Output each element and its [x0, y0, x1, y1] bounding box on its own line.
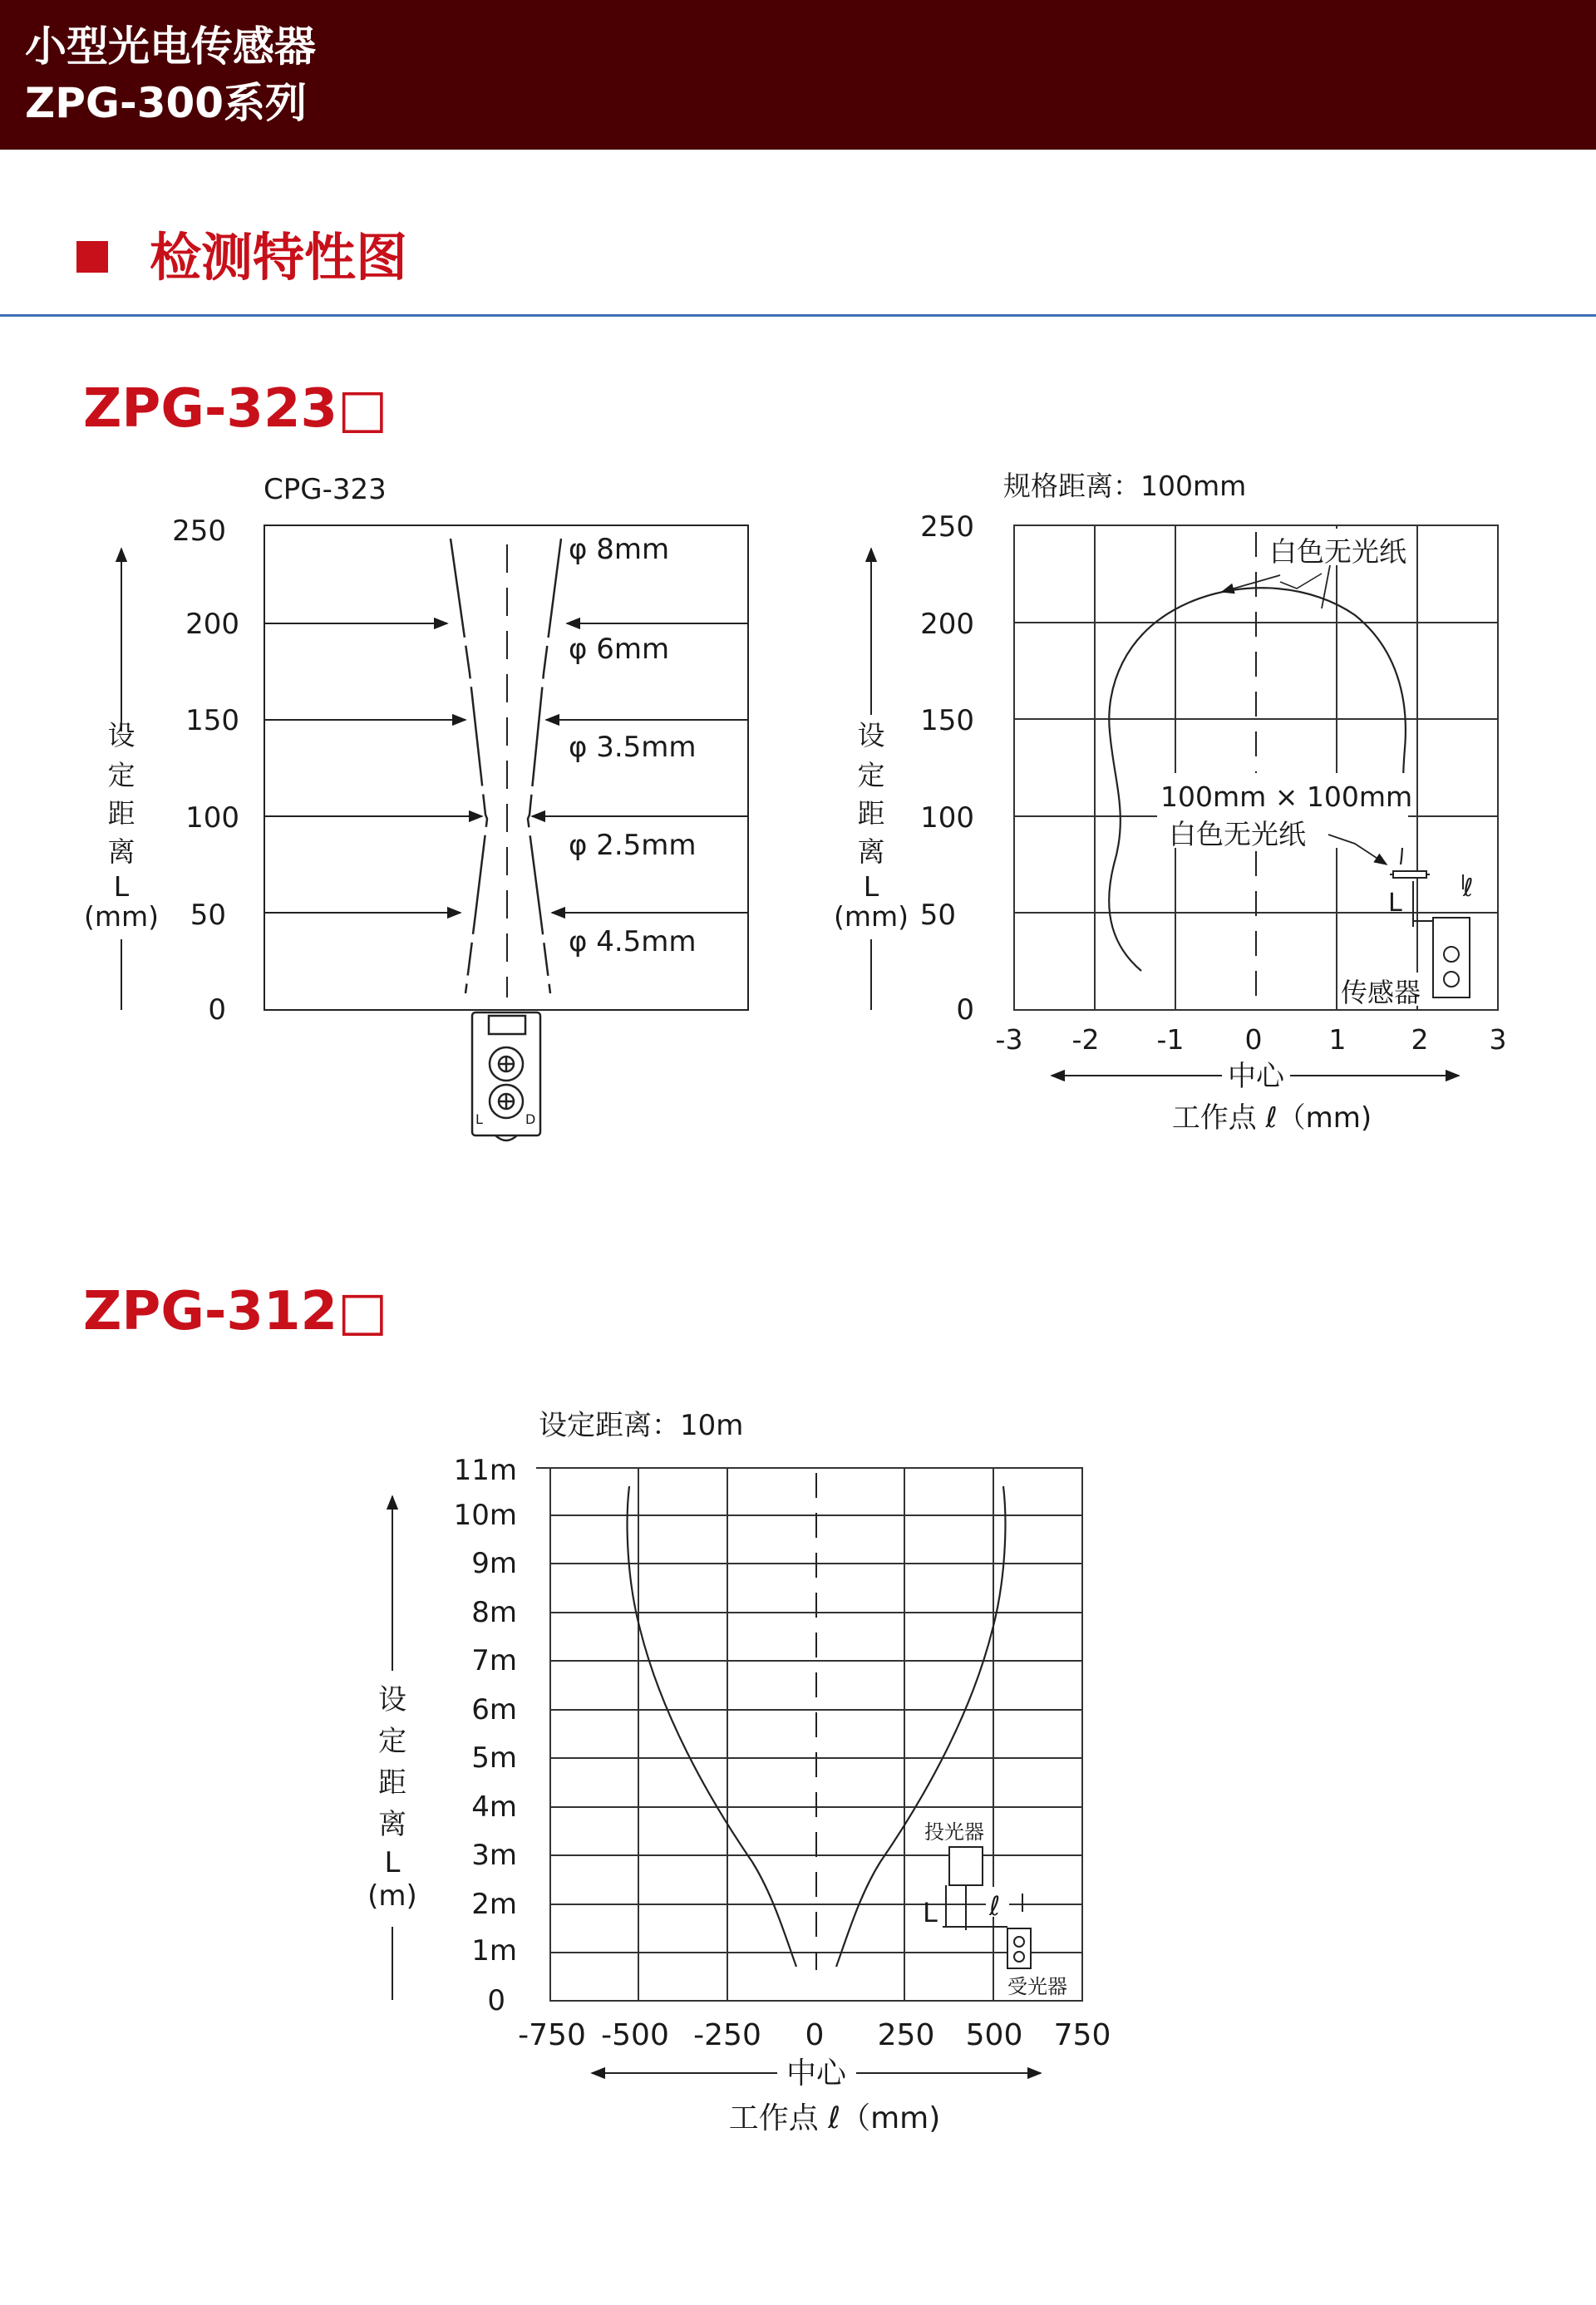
header-series-name: ZPG-300系列 — [25, 79, 308, 127]
chart2-x-tick: 2 — [1411, 1023, 1429, 1056]
chart1-y-tick: 150 — [185, 704, 239, 737]
chart3-y-tick: 5m — [471, 1741, 517, 1775]
chart2-y-tick: 50 — [919, 899, 956, 932]
chart2-label-L: L — [1388, 889, 1402, 918]
chart2-y-tick: 0 — [956, 993, 974, 1027]
chart2-label-paper-size: 100mm × 100mm — [1160, 781, 1413, 813]
chart3-x-tick: 500 — [965, 2018, 1023, 2052]
chart3-y-label-char: 距 — [378, 1766, 406, 1800]
chart2-y-label-char: 距 — [857, 797, 885, 830]
chart3-y-ticks — [454, 1454, 517, 2017]
chart3-detection-curve-right — [836, 1486, 1005, 1967]
chart3-x-tick: 750 — [1053, 2018, 1111, 2052]
chart2-x-tick: 1 — [1328, 1023, 1347, 1056]
chart1-y-label-char: 离 — [107, 835, 135, 868]
chart1-annotation: φ 4.5mm — [569, 925, 697, 958]
chart3-y-tick: 4m — [471, 1790, 517, 1824]
chart1-sensor-mark-l: L — [475, 1111, 483, 1127]
chart3-x-tick: -500 — [601, 2018, 669, 2052]
chart2-y-label-char: 设 — [857, 719, 885, 751]
chart2-label-paper-bottom: 白色无光纸 — [1169, 818, 1306, 850]
chart3-x-tick: 0 — [805, 2018, 825, 2052]
chart3-detection-curve-left — [628, 1486, 796, 1967]
chart3-label-l: ℓ — [989, 1890, 1001, 1922]
chart3-y-tick: 10m — [453, 1499, 517, 1532]
chart1-annotation: φ 2.5mm — [569, 829, 697, 862]
chart1-y-label-char: 定 — [107, 759, 135, 791]
chart3-y-label-char: 设 — [378, 1683, 406, 1716]
chart3-x-tick: -250 — [693, 2018, 761, 2052]
chart3-y-label-char: L — [384, 1846, 401, 1879]
chart2-y-label-char: 定 — [857, 759, 885, 791]
chart3-y-tick: 3m — [471, 1839, 517, 1872]
chart3-y-tick: 8m — [471, 1596, 517, 1629]
chart3-y-tick: 9m — [471, 1547, 517, 1580]
chart3-label-emitter: 投光器 — [924, 1820, 984, 1844]
chart3-y-tick: 0 — [487, 1984, 505, 2017]
chart3-label-receiver: 受光器 — [1007, 1975, 1067, 1998]
chart1-y-tick: 250 — [172, 515, 226, 548]
chart3-title: 设定距离：10m — [539, 1409, 744, 1442]
model-title-zpg-312: ZPG-312□ — [83, 1281, 388, 1342]
chart2-label-sensor: 传感器 — [1341, 977, 1421, 1008]
chart3-y-label-char: 离 — [378, 1808, 406, 1841]
chart2-x-tick: 0 — [1244, 1023, 1263, 1056]
chart2-x-tick: -2 — [1071, 1023, 1100, 1056]
chart1-y-label-char: (mm) — [83, 900, 160, 933]
chart1-y-tick: 50 — [190, 899, 226, 932]
chart3-y-label-char: (m) — [367, 1879, 417, 1913]
chart1-annotation: φ 8mm — [569, 533, 670, 566]
chart2-label-paper-top: 白色无光纸 — [1269, 535, 1406, 568]
chart2-x-axis-label: 工作点 ℓ（mm) — [1171, 1101, 1372, 1135]
chart1-y-label-char: 距 — [107, 797, 135, 830]
chart2-y-tick: 250 — [920, 510, 974, 544]
chart1-y-tick: 200 — [185, 608, 239, 641]
header-product-type: 小型光电传感器 — [25, 22, 316, 71]
chart1-y-tick: 100 — [185, 801, 239, 835]
chart2-title: 规格距离：100mm — [1003, 470, 1247, 502]
chart3-y-tick: 1m — [471, 1934, 517, 1968]
chart2-y-label-char: 离 — [857, 835, 885, 868]
model-title-zpg-323: ZPG-323□ — [83, 378, 388, 440]
section-title: 检测特性图 — [150, 227, 408, 288]
chart2-y-tick: 100 — [920, 801, 974, 835]
chart3-y-axis-label — [367, 1683, 417, 1913]
chart3-x-tick: -750 — [518, 2018, 586, 2052]
chart3-x-ticks — [518, 2018, 1111, 2052]
chart2-x-tick: 3 — [1489, 1023, 1507, 1056]
chart2-label-l: ℓ — [1463, 874, 1474, 903]
chart3-x-axis-label: 工作点 ℓ（mm) — [728, 2101, 941, 2135]
chart1-annotation: φ 6mm — [569, 633, 670, 666]
chart3-y-tick: 11m — [453, 1454, 517, 1487]
chart2-y-tick: 150 — [920, 704, 974, 737]
chart2-x-tick: -3 — [995, 1023, 1023, 1056]
chart1-y-label-char: 设 — [107, 719, 135, 751]
chart3-x-tick: 250 — [877, 2018, 935, 2052]
chart2-x-tick: -1 — [1156, 1023, 1185, 1056]
chart2-y-label-char: L — [863, 870, 879, 903]
chart3-x-center-label: 中心 — [786, 2056, 847, 2091]
chart1-top-label: CPG-323 — [264, 473, 387, 506]
chart1-y-tick: 0 — [208, 993, 226, 1027]
chart3-y-tick: 7m — [471, 1644, 517, 1677]
chart3-y-tick: 2m — [471, 1888, 517, 1921]
chart2-y-tick: 200 — [920, 608, 974, 641]
chart3-y-label-char: 定 — [378, 1725, 406, 1758]
chart3-label-L: L — [923, 1897, 938, 1928]
chart1-y-label-char: L — [113, 870, 130, 903]
chart3-y-tick: 6m — [471, 1693, 517, 1726]
chart2-y-label-char: (mm) — [833, 900, 909, 933]
chart1-sensor-mark-d: D — [525, 1111, 536, 1127]
chart2-x-center-label: 中心 — [1228, 1060, 1284, 1093]
chart1-annotation: φ 3.5mm — [569, 731, 697, 764]
